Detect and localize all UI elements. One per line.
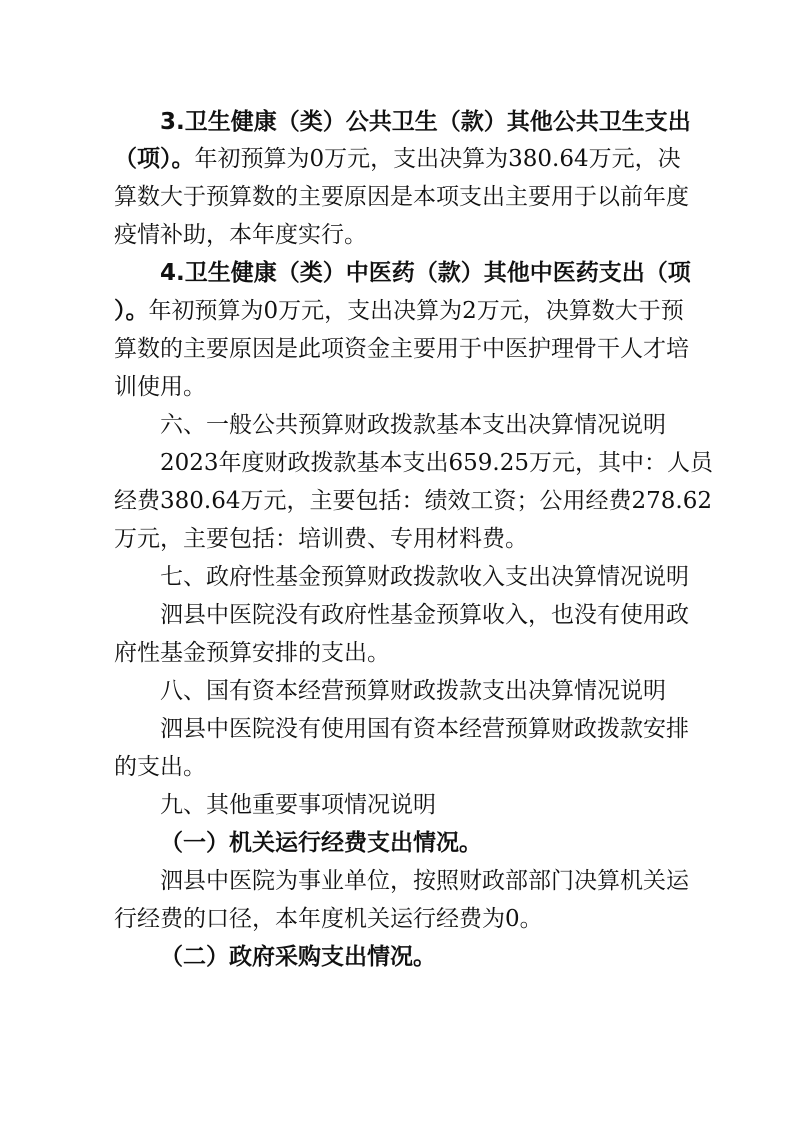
section-nine-sub1-line2: 行经费的口径，本年度机关运行经费为0。 — [114, 906, 543, 932]
section-eight-line1: 泗县中医院没有使用国有资本经营预算财政拨款安排 — [160, 716, 689, 742]
item3-line2-text: 年初预算为0万元，支出决算为380.64万元，决 — [194, 146, 681, 172]
section-seven-heading: 七、政府性基金预算财政拨款收入支出决算情况说明 — [160, 564, 689, 590]
item3-line2 — [114, 141, 680, 177]
item3-line4: 疫情补助，本年度实行。 — [114, 222, 367, 248]
item4-heading: 4.卫生健康（类）中医药（款）其他中医药支出（项 — [160, 260, 691, 286]
section-eight-heading: 八、国有资本经营预算财政拨款支出决算情况说明 — [160, 678, 666, 704]
section-eight-line2: 的支出。 — [114, 754, 206, 780]
section-six-line2: 经费380.64万元，主要包括：绩效工资；公用经费278.62 — [114, 488, 712, 514]
item4-line2-bold: ）。 — [114, 298, 149, 324]
item3-line2-bold: （项）。 — [114, 146, 195, 172]
section-seven-line1: 泗县中医院没有政府性基金预算收入，也没有使用政 — [160, 602, 689, 628]
item3-line3: 算数大于预算数的主要原因是本项支出主要用于以前年度 — [114, 184, 689, 210]
section-nine-sub1-line1: 泗县中医院为事业单位，按照财政部部门决算机关运 — [160, 868, 689, 894]
section-nine-sub1-heading: （一）机关运行经费支出情况。 — [160, 830, 482, 856]
section-nine-sub2-heading: （二）政府采购支出情况。 — [160, 944, 436, 970]
section-six-heading: 六、一般公共预算财政拨款基本支出决算情况说明 — [160, 412, 666, 438]
item4-line2-text: 年初预算为0万元，支出决算为2万元，决算数大于预 — [148, 298, 684, 324]
item4-line3: 算数的主要原因是此项资金主要用于中医护理骨干人才培 — [114, 336, 689, 362]
section-six-line3: 万元，主要包括：培训费、专用材料费。 — [114, 526, 528, 552]
item4-line4: 训使用。 — [114, 374, 206, 400]
section-seven-line2: 府性基金预算安排的支出。 — [114, 640, 390, 666]
section-six-line1: 2023年度财政拨款基本支出659.25万元，其中：人员 — [160, 450, 714, 476]
section-nine-heading: 九、其他重要事项情况说明 — [160, 792, 436, 818]
item4-line2 — [114, 293, 684, 329]
item3-heading: 3.卫生健康（类）公共卫生（款）其他公共卫生支出 — [160, 109, 691, 135]
